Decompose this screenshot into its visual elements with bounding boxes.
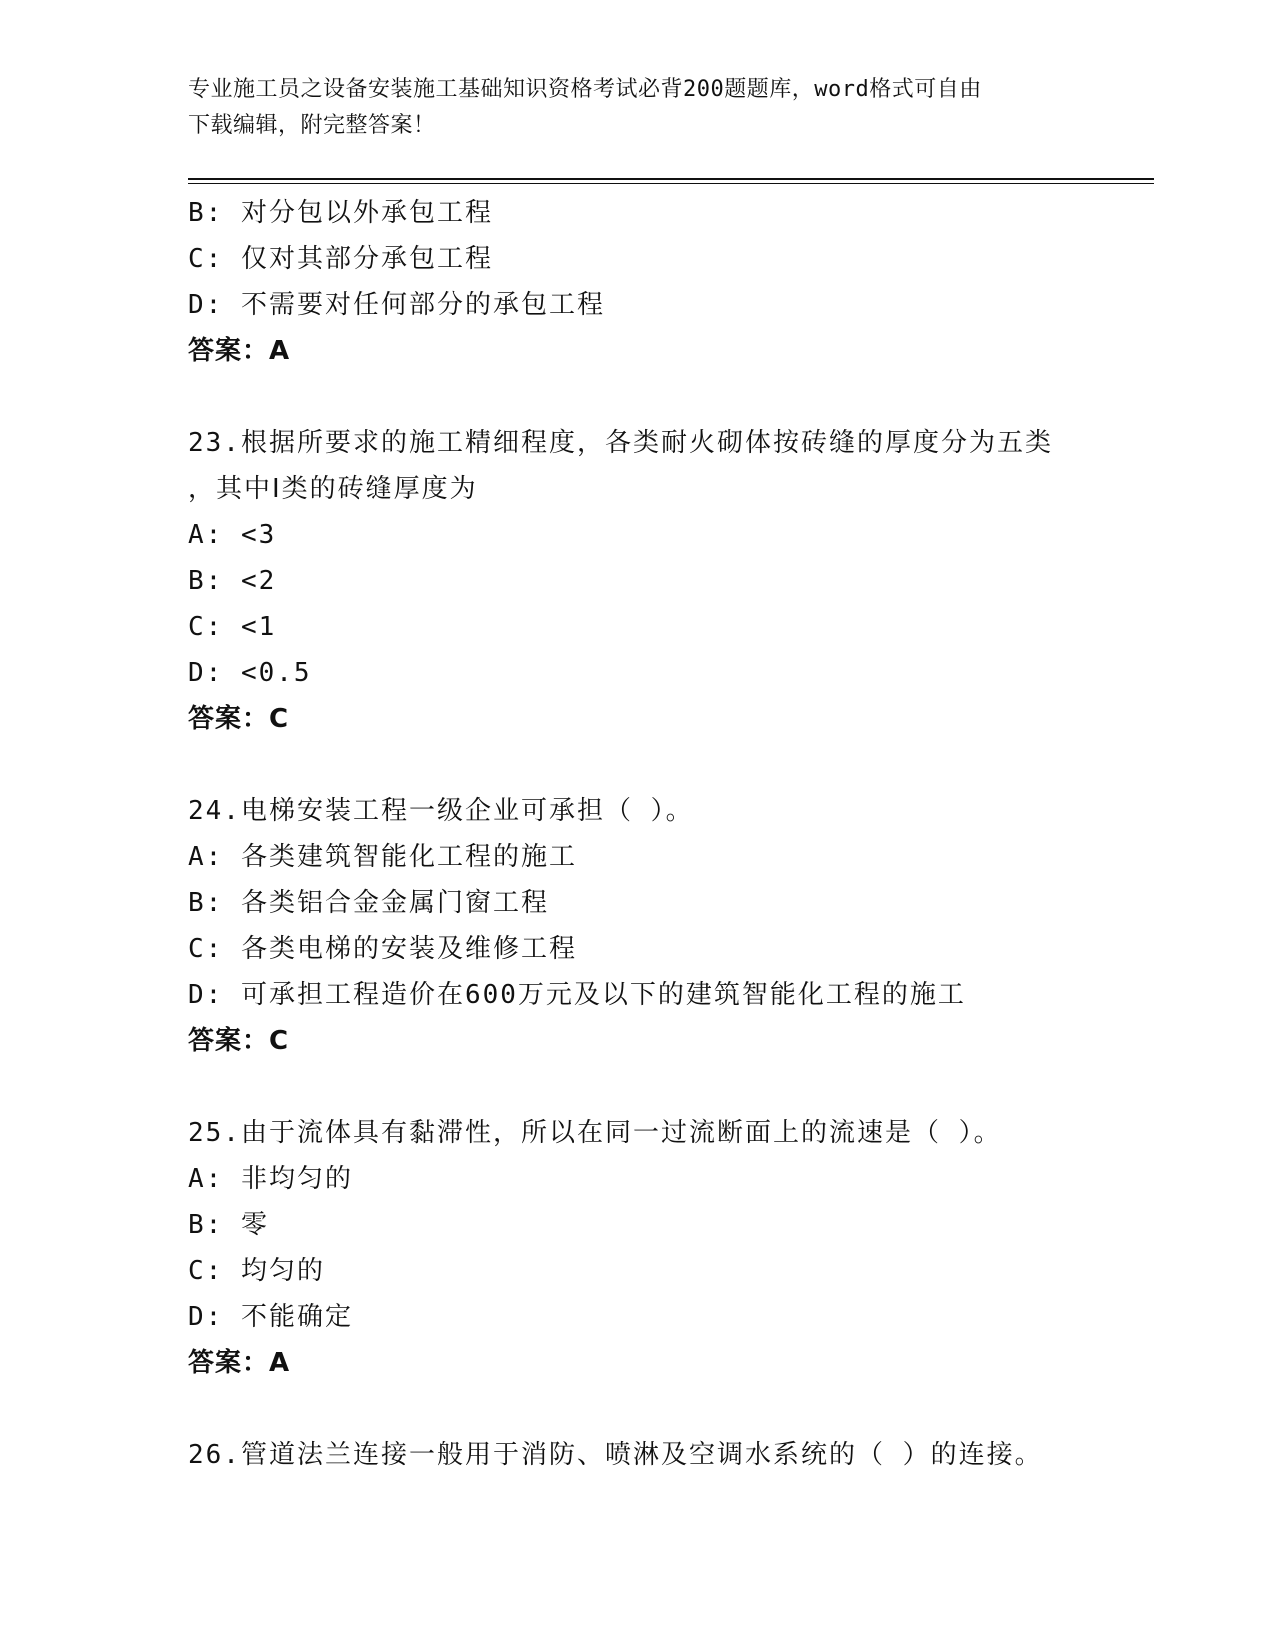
header-divider-thick xyxy=(188,178,1154,180)
question-stem: 24.电梯安装工程一级企业可承担（ ）。 xyxy=(188,796,694,826)
option-d: D: 不能确定 xyxy=(188,1302,353,1332)
option-b: B: <2 xyxy=(188,566,277,596)
option-c: C: 均匀的 xyxy=(188,1256,325,1286)
question-26 xyxy=(188,1432,1148,1478)
question-24 xyxy=(188,788,1148,1064)
option-d: D: 可承担工程造价在600万元及以下的建筑智能化工程的施工 xyxy=(188,980,966,1010)
option-c: C: 各类电梯的安装及维修工程 xyxy=(188,934,577,964)
question-23 xyxy=(188,420,1148,742)
question-stem: 26.管道法兰连接一般用于消防、喷淋及空调水系统的（ ）的连接。 xyxy=(188,1440,1043,1470)
option-c: C: <1 xyxy=(188,612,277,642)
header-line-1: 专业施工员之设备安装施工基础知识资格考试必背200题题库，word格式可自由 xyxy=(188,77,982,102)
spacer xyxy=(188,742,1148,788)
answer: 答案：A xyxy=(188,1348,291,1378)
option-c: C: 仅对其部分承包工程 xyxy=(188,244,493,274)
header-divider-thin xyxy=(188,183,1154,184)
question-22-tail xyxy=(188,190,1148,374)
question-stem-continued: ，其中Ⅰ类的砖缝厚度为 xyxy=(188,474,478,504)
option-b: B: 零 xyxy=(188,1210,269,1240)
question-25 xyxy=(188,1110,1148,1386)
option-b: B: 各类铝合金金属门窗工程 xyxy=(188,888,549,918)
option-d: D: 不需要对任何部分的承包工程 xyxy=(188,290,605,320)
answer: 答案：C xyxy=(188,704,290,734)
answer: 答案：A xyxy=(188,336,291,366)
option-d: D: <0.5 xyxy=(188,658,312,688)
option-a: A: 非均匀的 xyxy=(188,1164,353,1194)
question-stem: 25.由于流体具有黏滞性，所以在同一过流断面上的流速是（ ）。 xyxy=(188,1118,1002,1148)
header-line-2: 下载编辑，附完整答案！ xyxy=(188,113,436,138)
option-b: B: 对分包以外承包工程 xyxy=(188,198,493,228)
question-list xyxy=(188,190,1148,1478)
document-header xyxy=(188,72,1088,144)
spacer xyxy=(188,1064,1148,1110)
question-stem: 23.根据所要求的施工精细程度，各类耐火砌体按砖缝的厚度分为五类 xyxy=(188,428,1053,458)
answer: 答案：C xyxy=(188,1026,290,1056)
spacer xyxy=(188,1386,1148,1432)
spacer xyxy=(188,374,1148,420)
option-a: A: 各类建筑智能化工程的施工 xyxy=(188,842,577,872)
option-a: A: <3 xyxy=(188,520,277,550)
